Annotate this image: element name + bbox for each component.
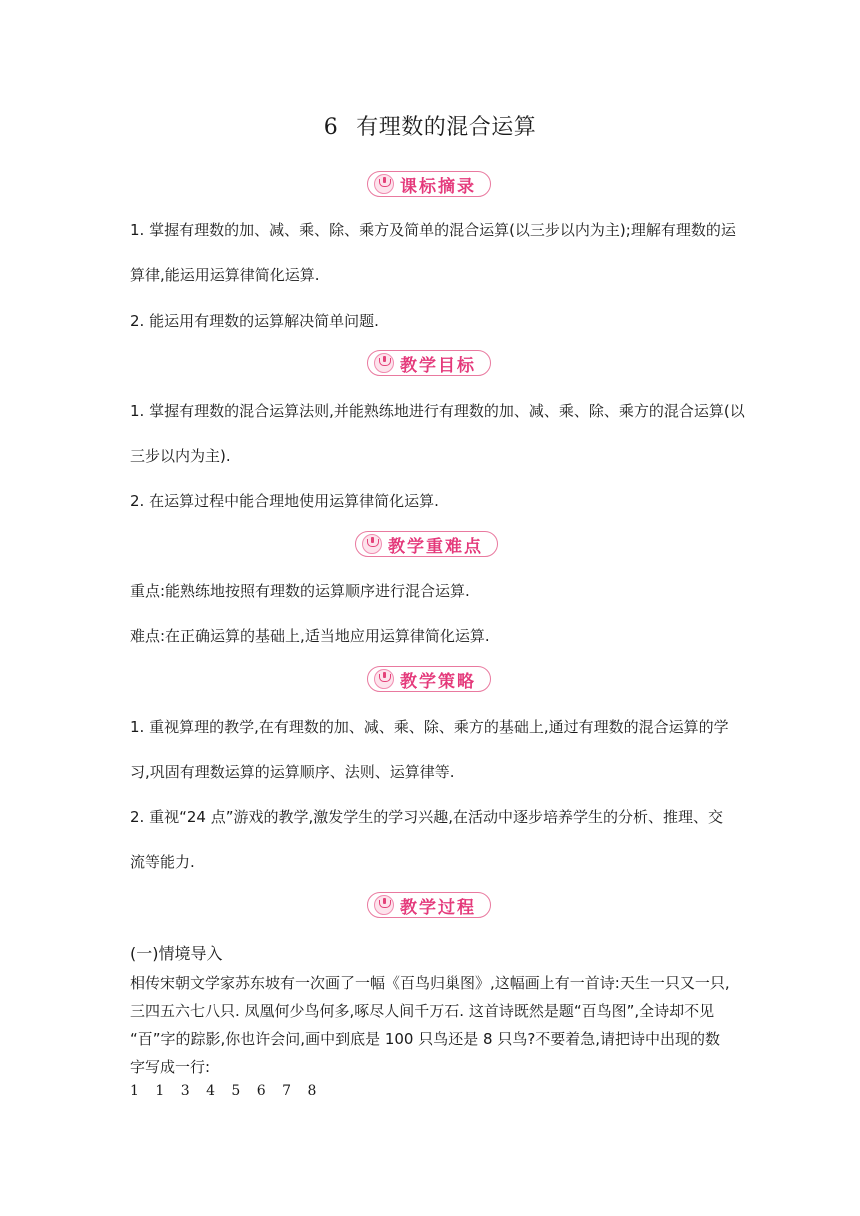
- section-heading: 课标摘录: [400, 176, 476, 197]
- paragraph: 1. 掌握有理数的加、减、乘、除、乘方及简单的混合运算(以三步以内为主);理解有理数的运: [130, 221, 736, 239]
- paragraph: 1. 掌握有理数的混合运算法则,并能熟练地进行有理数的加、减、乘、除、乘方的混合运算(以: [130, 402, 745, 420]
- book-icon: [374, 353, 394, 373]
- paragraph-line: 相传宋朝文学家苏东坡有一次画了一幅《百鸟归巢图》,这幅画上有一首诗:天生一只又一只,: [130, 974, 730, 992]
- book-icon: [374, 895, 394, 915]
- paragraph: 2. 能运用有理数的运算解决简单问题.: [130, 312, 379, 330]
- paragraph: 流等能力.: [130, 853, 195, 871]
- paragraph-line: 三四五六七八只. 凤凰何少鸟何多,啄尽人间千万石. 这首诗既然是题“百鸟图”,全诗却不见: [130, 1002, 715, 1020]
- book-icon: [374, 669, 394, 689]
- paragraph: 三步以内为主).: [130, 447, 231, 465]
- digit-row: 1 1 3 4 5 6 7 8: [130, 1083, 317, 1099]
- title-text: 有理数的混合运算: [356, 115, 537, 140]
- paragraph: 习,巩固有理数运算的运算顺序、法则、运算律等.: [130, 763, 455, 781]
- paragraph: 2. 重视“24 点”游戏的教学,激发学生的学习兴趣,在活动中逐步培养学生的分析、推理、交: [130, 808, 724, 826]
- paragraph: 算律,能运用运算律简化运算.: [130, 266, 320, 284]
- section-badge-strategy: [367, 666, 491, 692]
- section-badge-goals: [367, 350, 491, 376]
- paragraph: 2. 在运算过程中能合理地使用运算律简化运算.: [130, 492, 439, 510]
- section-heading: 教学策略: [400, 671, 476, 692]
- subsection-heading: (一)情境导入: [130, 944, 223, 963]
- paragraph-line: “百”字的踪影,你也许会问,画中到底是 100 只鸟还是 8 只鸟?不要着急,请把诗中出现的数: [130, 1030, 721, 1048]
- section-badge-key-points: [355, 531, 498, 557]
- book-icon: [362, 534, 382, 554]
- section-heading: 教学目标: [400, 355, 476, 376]
- paragraph: 难点:在正确运算的基础上,适当地应用运算律简化运算.: [130, 627, 490, 645]
- section-badge-curriculum: [367, 171, 491, 197]
- paragraph-line: 字写成一行:: [130, 1058, 211, 1076]
- paragraph: 重点:能熟练地按照有理数的运算顺序进行混合运算.: [130, 582, 470, 600]
- section-heading: 教学过程: [400, 897, 476, 918]
- page-title: [0, 110, 860, 141]
- paragraph: 1. 重视算理的教学,在有理数的加、减、乘、除、乘方的基础上,通过有理数的混合运算的学: [130, 718, 729, 736]
- section-heading: 教学重难点: [388, 536, 483, 557]
- title-number: 6: [323, 115, 339, 140]
- section-badge-process: [367, 892, 491, 918]
- book-icon: [374, 174, 394, 194]
